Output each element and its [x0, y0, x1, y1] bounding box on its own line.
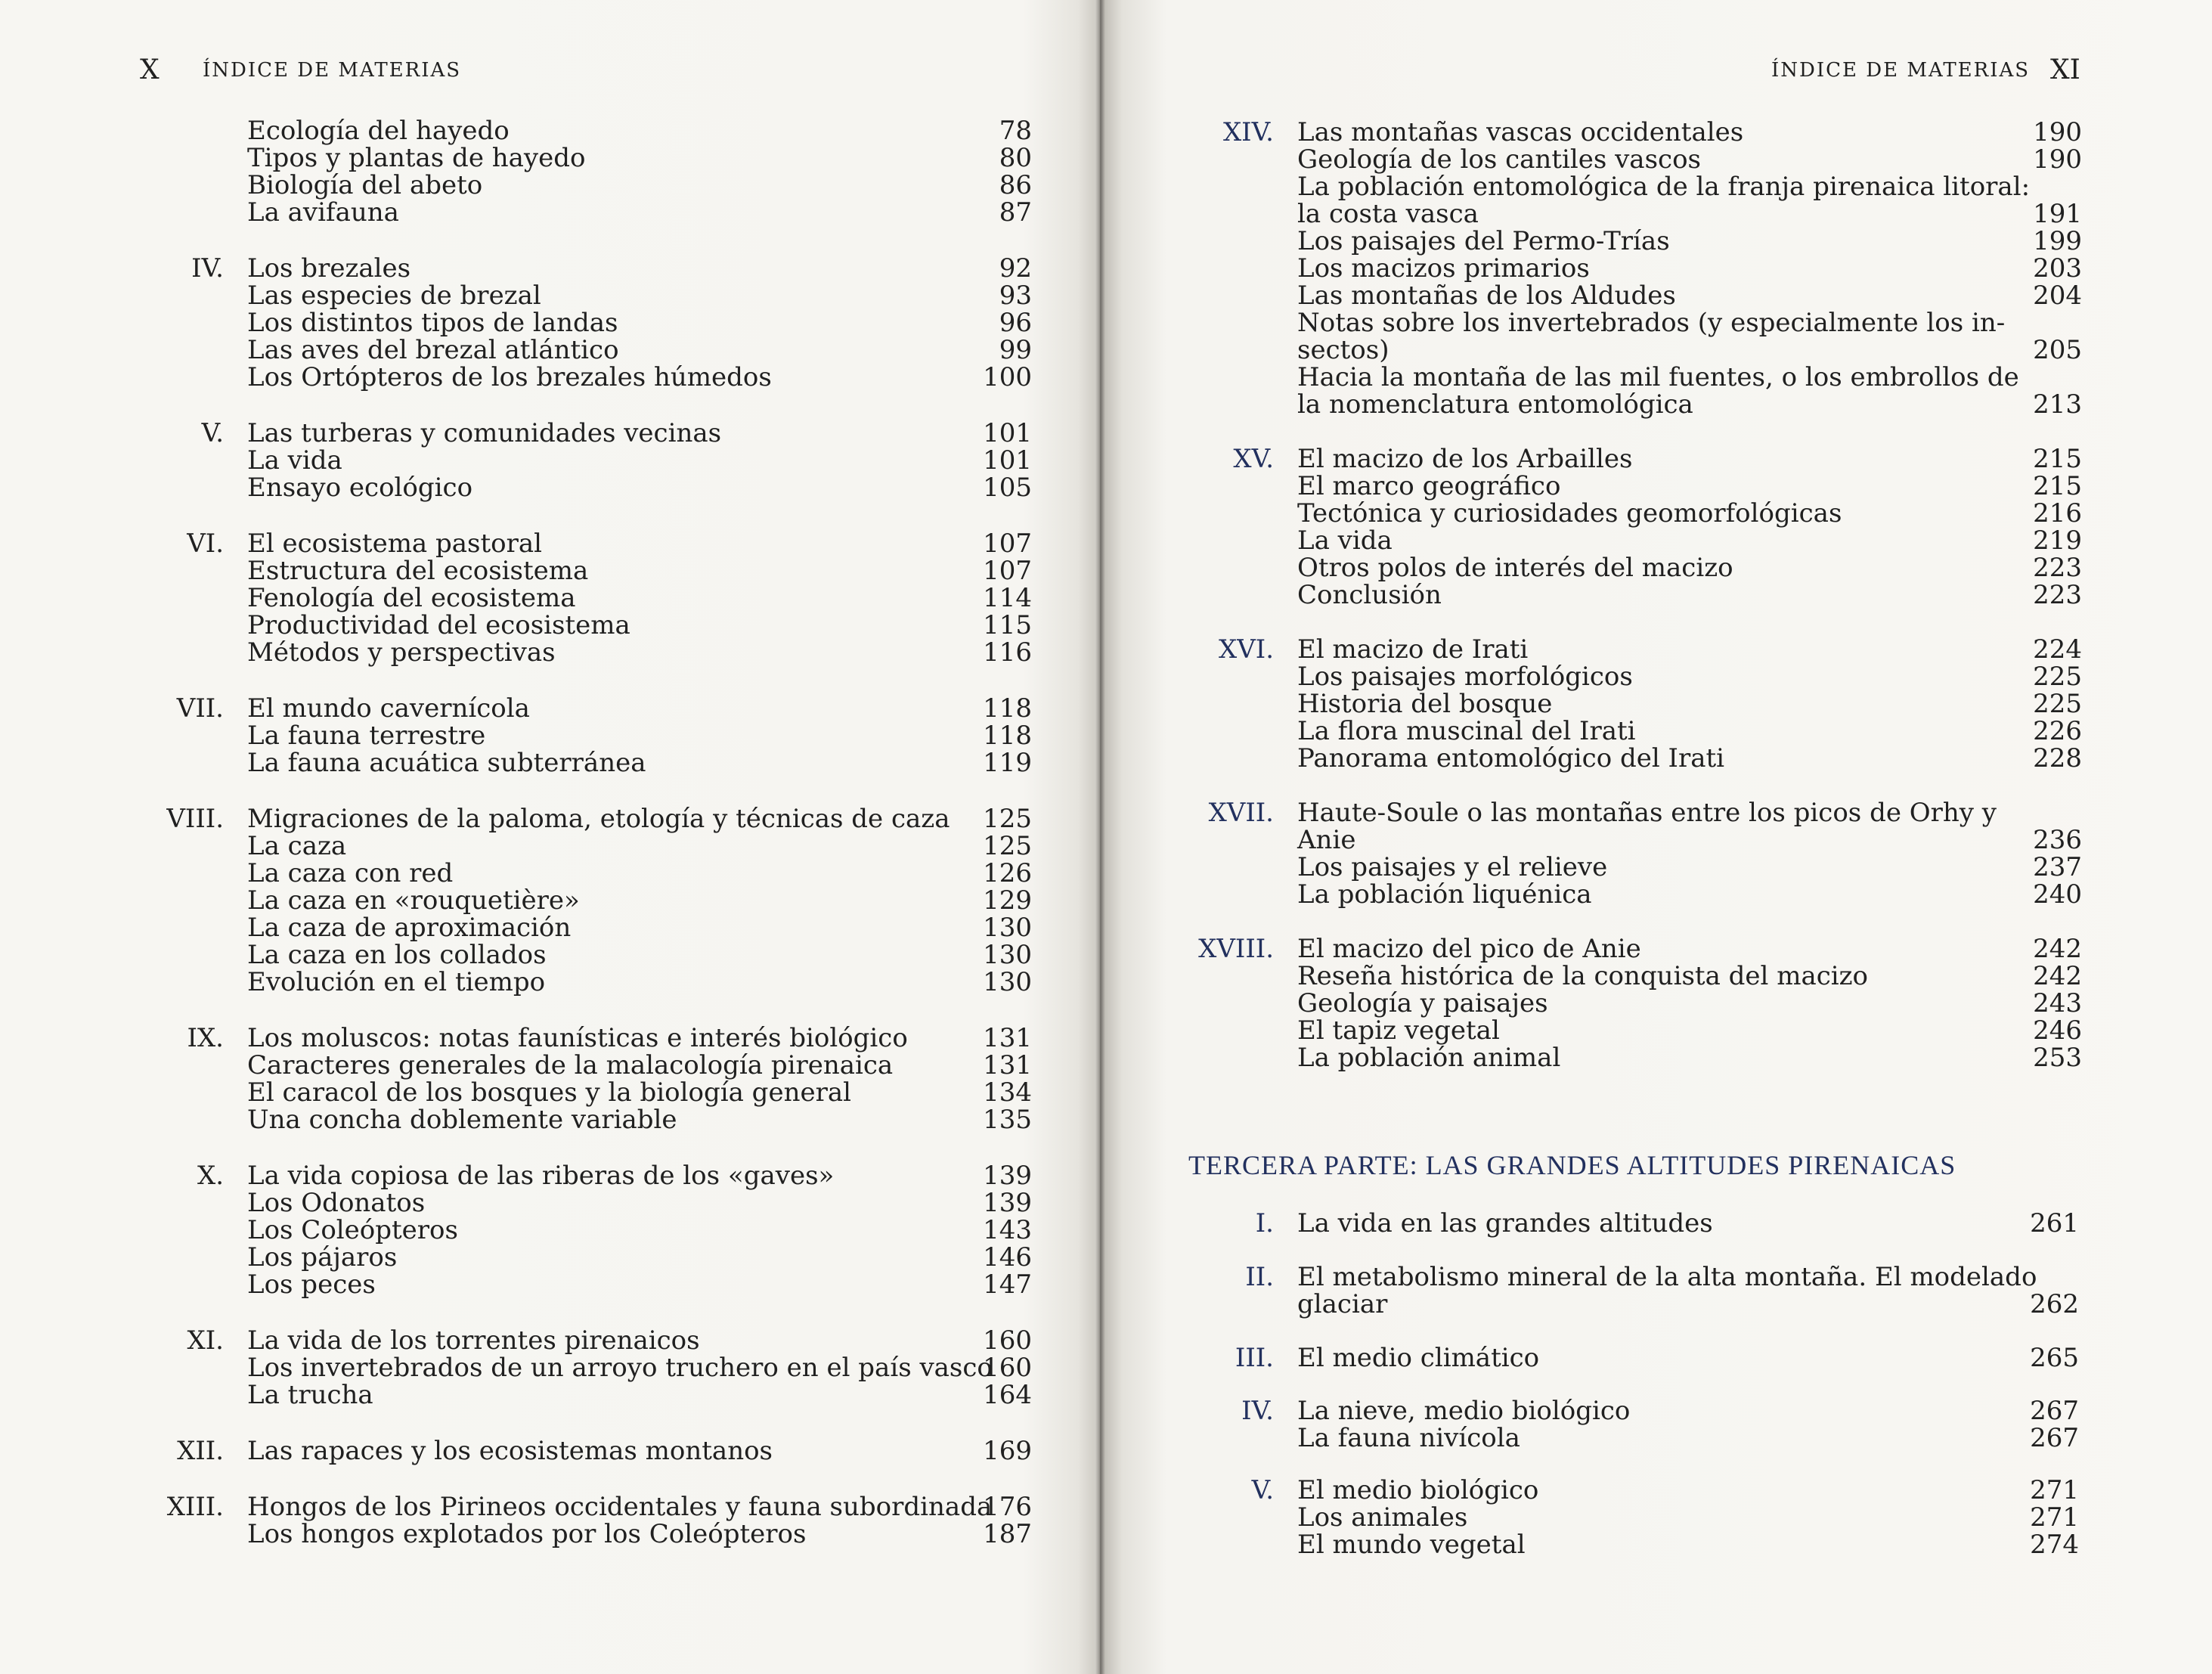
toc-entry-page: 190 [2033, 144, 2082, 175]
toc-entry-title: El tapiz vegetal [1297, 1015, 1500, 1046]
toc-entry-title: La caza con red [247, 858, 454, 888]
toc-numeral: II. [1245, 1262, 1274, 1292]
toc-entry-page: 105 [983, 473, 1032, 503]
toc-entry-title: La caza en «rouquetière» [247, 885, 580, 916]
toc-entry-title: La trucha [247, 1380, 373, 1410]
toc-entry-page: 125 [983, 831, 1032, 861]
toc-entry-page: 101 [983, 445, 1032, 476]
toc-entry-title: El ecosistema pastoral [247, 529, 543, 559]
toc-entry-page: 131 [983, 1023, 1032, 1053]
right-folio: XI [2050, 54, 2080, 85]
toc-entry-page: 228 [2033, 743, 2082, 773]
toc-entry-page: 93 [999, 281, 1032, 311]
toc-entry-page: 92 [999, 253, 1032, 284]
toc-numeral: XI. [187, 1325, 224, 1356]
toc-entry-title: La fauna nivícola [1297, 1423, 1520, 1453]
toc-entry-title: Tipos y plantas de hayedo [247, 143, 586, 173]
toc-entry-title: Tectónica y curiosidades geomorfológicas [1297, 498, 1842, 529]
toc-entry-page: 199 [2033, 226, 2082, 256]
toc-entry-page: 274 [2030, 1530, 2079, 1560]
toc-entry-page: 216 [2033, 498, 2082, 529]
toc-numeral: III. [1235, 1343, 1274, 1373]
toc-entry-title: Notas sobre los invertebrados (y especialmente los in- [1297, 308, 2006, 338]
toc-entry-title: Los pájaros [247, 1242, 398, 1273]
toc-numeral: VI. [187, 529, 224, 559]
toc-entry-title: Los distintos tipos de landas [247, 308, 618, 338]
toc-entry-title: sectos) [1297, 335, 1389, 365]
toc-entry-title: Otros polos de interés del macizo [1297, 553, 1733, 583]
toc-entry-page: 191 [2033, 199, 2082, 229]
toc-entry-page: 118 [983, 693, 1032, 724]
toc-entry-page: 267 [2030, 1396, 2079, 1426]
book-spine [1095, 0, 1105, 1674]
toc-entry-page: 215 [2033, 444, 2082, 474]
toc-entry-page: 101 [983, 418, 1032, 448]
toc-entry-page: 100 [983, 362, 1032, 392]
toc-entry-title: Ensayo ecológico [247, 473, 473, 503]
toc-numeral: VIII. [166, 804, 224, 834]
toc-entry-page: 139 [983, 1161, 1032, 1191]
toc-entry-title: Geología de los cantiles vascos [1297, 144, 1701, 175]
toc-entry-page: 116 [983, 637, 1032, 668]
toc-entry-title: Historia del bosque [1297, 689, 1553, 719]
toc-entry-title: Las rapaces y los ecosistemas montanos [247, 1436, 773, 1466]
toc-entry-title: La población entomológica de la franja pirenaica litoral: [1297, 172, 2031, 202]
toc-entry-page: 169 [983, 1436, 1032, 1466]
toc-entry-page: 205 [2033, 335, 2082, 365]
toc-numeral: V. [1251, 1475, 1274, 1505]
toc-entry-page: 143 [983, 1215, 1032, 1245]
toc-entry-title: La población liquénica [1297, 879, 1592, 910]
toc-entry-title: Reseña histórica de la conquista del macizo [1297, 961, 1869, 991]
left-page [0, 0, 1100, 1674]
toc-entry-title: La vida [1297, 525, 1393, 556]
toc-entry-title: la nomenclatura entomológica [1297, 389, 1693, 420]
toc-entry-title: Los animales [1297, 1502, 1468, 1533]
toc-entry-title: Migraciones de la paloma, etología y técnicas de caza [247, 804, 950, 834]
toc-numeral: XVII. [1208, 798, 1274, 828]
toc-entry-page: 78 [999, 116, 1032, 146]
toc-entry-page: 86 [999, 170, 1032, 200]
toc-numeral: XVIII. [1198, 934, 1274, 964]
toc-entry-page: 243 [2033, 988, 2082, 1018]
toc-entry-page: 203 [2033, 253, 2082, 284]
toc-entry-title: Los macizos primarios [1297, 253, 1590, 284]
toc-numeral: XIV. [1222, 117, 1274, 147]
toc-entry-page: 107 [983, 529, 1032, 559]
toc-entry-page: 224 [2033, 634, 2082, 665]
toc-entry-title: Las montañas vascas occidentales [1297, 117, 1744, 147]
toc-entry-title: El mundo vegetal [1297, 1530, 1526, 1560]
toc-entry-page: 190 [2033, 117, 2082, 147]
toc-entry-page: 130 [983, 913, 1032, 943]
toc-entry-title: Estructura del ecosistema [247, 556, 589, 586]
toc-entry-title: La vida en las grandes altitudes [1297, 1208, 1713, 1238]
toc-entry-title: Las turberas y comunidades vecinas [247, 418, 722, 448]
toc-entry-page: 271 [2030, 1502, 2079, 1533]
toc-entry-title: La vida [247, 445, 342, 476]
left-running-head: ÍNDICE DE MATERIAS [203, 59, 462, 82]
toc-numeral: XVI. [1219, 634, 1274, 665]
toc-entry-page: 223 [2033, 580, 2082, 610]
toc-entry-title: Los paisajes y el relieve [1297, 852, 1608, 882]
toc-entry-page: 213 [2033, 389, 2082, 420]
toc-numeral: V. [201, 418, 224, 448]
toc-entry-page: 242 [2033, 934, 2082, 964]
toc-entry-page: 240 [2033, 879, 2082, 910]
toc-entry-title: La avifauna [247, 197, 399, 228]
toc-entry-page: 114 [983, 583, 1032, 613]
toc-entry-title: Anie [1297, 825, 1356, 855]
toc-entry-page: 115 [983, 610, 1032, 640]
toc-entry-title: Las aves del brezal atlántico [247, 335, 619, 365]
toc-entry-title: Los invertebrados de un arroyo truchero en el país vasco [247, 1353, 993, 1383]
toc-entry-page: 237 [2033, 852, 2082, 882]
toc-entry-title: Los Ortópteros de los brezales húmedos [247, 362, 772, 392]
toc-entry-title: Biología del abeto [247, 170, 483, 200]
toc-entry-title: Hongos de los Pirineos occidentales y fauna subordinada [247, 1492, 993, 1522]
toc-entry-title: La nieve, medio biológico [1297, 1396, 1631, 1426]
toc-entry-title: El medio climático [1297, 1343, 1540, 1373]
toc-entry-title: El macizo de los Arbailles [1297, 444, 1633, 474]
toc-entry-page: 242 [2033, 961, 2082, 991]
toc-entry-page: 160 [983, 1325, 1032, 1356]
toc-numeral: XII. [177, 1436, 224, 1466]
toc-entry-page: 99 [999, 335, 1032, 365]
toc-entry-title: El marco geográfico [1297, 471, 1561, 501]
toc-entry-title: Caracteres generales de la malacología pirenaica [247, 1050, 894, 1080]
toc-numeral: X. [197, 1161, 224, 1191]
toc-entry-title: Ecología del hayedo [247, 116, 510, 146]
toc-entry-page: 107 [983, 556, 1032, 586]
toc-entry-page: 223 [2033, 553, 2082, 583]
toc-entry-page: 130 [983, 940, 1032, 970]
toc-entry-title: El caracol de los bosques y la biología general [247, 1077, 851, 1108]
toc-entry-page: 176 [983, 1492, 1032, 1522]
toc-entry-page: 215 [2033, 471, 2082, 501]
toc-entry-title: La caza [247, 831, 347, 861]
toc-entry-title: La fauna acuática subterránea [247, 748, 646, 778]
toc-numeral: IV. [191, 253, 224, 284]
toc-entry-title: Los brezales [247, 253, 411, 284]
toc-entry-title: Métodos y perspectivas [247, 637, 556, 668]
toc-entry-page: 129 [983, 885, 1032, 916]
toc-entry-title: Geología y paisajes [1297, 988, 1548, 1018]
toc-entry-title: La caza en los collados [247, 940, 547, 970]
right-running-head: ÍNDICE DE MATERIAS [1771, 59, 2031, 82]
toc-entry-page: 265 [2030, 1343, 2079, 1373]
toc-entry-title: Los moluscos: notas faunísticas e interés biológico [247, 1023, 908, 1053]
toc-entry-page: 119 [983, 748, 1032, 778]
toc-entry-title: Productividad del ecosistema [247, 610, 630, 640]
toc-entry-title: Los peces [247, 1269, 376, 1300]
toc-entry-title: Los hongos explotados por los Coleópteros [247, 1519, 807, 1549]
toc-entry-title: Haute-Soule o las montañas entre los picos de Orhy y [1297, 798, 1997, 828]
toc-entry-title: Fenología del ecosistema [247, 583, 576, 613]
toc-entry-page: 226 [2033, 716, 2082, 746]
toc-entry-page: 135 [983, 1105, 1032, 1135]
toc-entry-title: Los Coleópteros [247, 1215, 458, 1245]
toc-entry-title: El mundo cavernícola [247, 693, 530, 724]
toc-entry-page: 187 [983, 1519, 1032, 1549]
toc-entry-page: 80 [999, 143, 1032, 173]
toc-numeral: XIII. [166, 1492, 224, 1522]
toc-entry-page: 146 [983, 1242, 1032, 1273]
toc-entry-title: Evolución en el tiempo [247, 967, 546, 997]
toc-entry-page: 225 [2033, 662, 2082, 692]
left-folio: X [140, 54, 160, 85]
toc-entry-title: El macizo de Irati [1297, 634, 1529, 665]
toc-numeral: IX. [187, 1023, 224, 1053]
toc-numeral: IV. [1241, 1396, 1274, 1426]
toc-entry-page: 271 [2030, 1475, 2079, 1505]
toc-entry-page: 139 [983, 1188, 1032, 1218]
toc-entry-page: 160 [983, 1353, 1032, 1383]
part-heading: TERCERA PARTE: LAS GRANDES ALTITUDES PIRENAICAS [1188, 1150, 1956, 1180]
toc-entry-page: 246 [2033, 1015, 2082, 1046]
toc-entry-title: El metabolismo mineral de la alta montaña. El modelado [1297, 1262, 2037, 1292]
toc-entry-title: La vida de los torrentes pirenaicos [247, 1325, 700, 1356]
toc-entry-title: La flora muscinal del Irati [1297, 716, 1636, 746]
toc-entry-page: 225 [2033, 689, 2082, 719]
toc-entry-title: Panorama entomológico del Irati [1297, 743, 1725, 773]
toc-entry-title: El macizo del pico de Anie [1297, 934, 1641, 964]
toc-entry-title: Los paisajes del Permo-Trías [1297, 226, 1670, 256]
toc-entry-page: 125 [983, 804, 1032, 834]
toc-entry-page: 262 [2030, 1289, 2079, 1319]
toc-entry-page: 253 [2033, 1043, 2082, 1073]
toc-entry-title: Los Odonatos [247, 1188, 426, 1218]
toc-entry-page: 130 [983, 967, 1032, 997]
toc-numeral: VII. [176, 693, 224, 724]
toc-entry-page: 204 [2033, 281, 2082, 311]
toc-entry-page: 118 [983, 721, 1032, 751]
toc-entry-page: 134 [983, 1077, 1032, 1108]
toc-numeral: I. [1255, 1208, 1274, 1238]
toc-entry-title: La población animal [1297, 1043, 1561, 1073]
toc-entry-page: 219 [2033, 525, 2082, 556]
toc-entry-title: Conclusión [1297, 580, 1442, 610]
toc-entry-page: 87 [999, 197, 1032, 228]
toc-entry-title: La vida copiosa de las riberas de los «gaves» [247, 1161, 835, 1191]
toc-entry-title: glaciar [1297, 1289, 1388, 1319]
toc-entry-page: 126 [983, 858, 1032, 888]
toc-entry-page: 236 [2033, 825, 2082, 855]
toc-entry-page: 267 [2030, 1423, 2079, 1453]
toc-entry-title: Una concha doblemente variable [247, 1105, 677, 1135]
toc-entry-page: 164 [983, 1380, 1032, 1410]
toc-entry-page: 261 [2030, 1208, 2079, 1238]
toc-entry-page: 131 [983, 1050, 1032, 1080]
toc-entry-title: la costa vasca [1297, 199, 1479, 229]
toc-entry-title: El medio biológico [1297, 1475, 1539, 1505]
toc-entry-title: Los paisajes morfológicos [1297, 662, 1633, 692]
toc-entry-title: La fauna terrestre [247, 721, 486, 751]
toc-entry-title: Hacia la montaña de las mil fuentes, o los embrollos de [1297, 362, 2019, 392]
toc-entry-title: Las montañas de los Aldudes [1297, 281, 1676, 311]
toc-entry-title: Las especies de brezal [247, 281, 541, 311]
toc-entry-page: 96 [999, 308, 1032, 338]
toc-entry-title: La caza de aproximación [247, 913, 572, 943]
toc-numeral: XV. [1233, 444, 1274, 474]
toc-entry-page: 147 [983, 1269, 1032, 1300]
